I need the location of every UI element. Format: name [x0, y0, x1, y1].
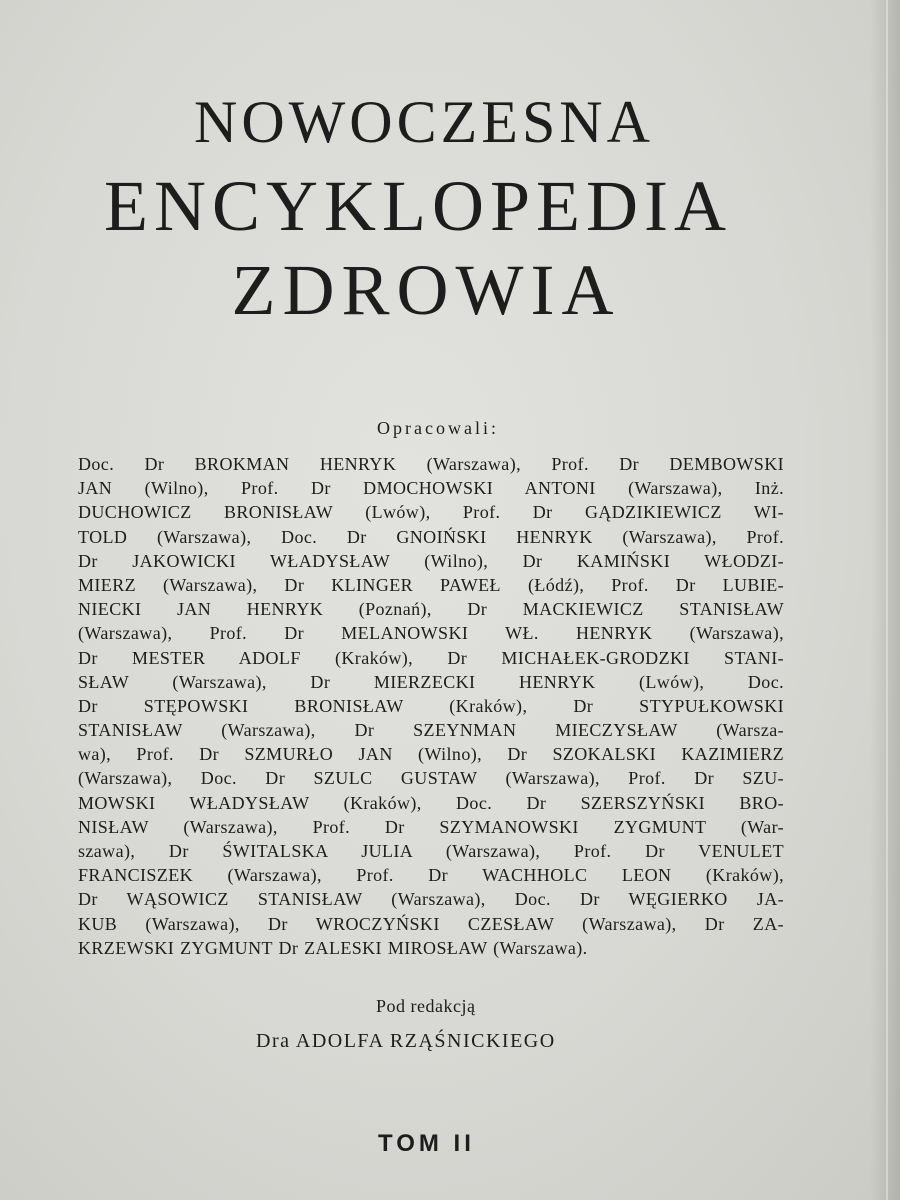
author-line: szawa), Dr ŚWITALSKA JULIA (Warszawa), Prof. Dr VENULET: [78, 841, 784, 861]
author-line: TOLD (Warszawa), Doc. Dr GNOIŃSKI HENRYK (Warszawa), Prof.: [78, 526, 784, 547]
author-line: JAN (Wilno), Prof. Dr DMOCHOWSKI ANTONI (Warszawa), Inż.: [78, 478, 784, 499]
author-line: DUCHOWICZ BRONISŁAW (Lwów), Prof. Dr GĄDZIKIEWICZ WI-: [78, 502, 784, 523]
author-line: Doc. Dr BROKMAN HENRYK (Warszawa), Prof. Dr DEMBOWSKI: [78, 454, 784, 474]
editorship-label: Pod redakcją: [376, 996, 476, 1016]
author-line: wa), Prof. Dr SZMURŁO JAN (Wilno), Dr SZOKALSKI KAZIMIERZ: [78, 744, 784, 765]
author-line: FRANCISZEK (Warszawa), Prof. Dr WACHHOLC LEON (Kraków),: [78, 865, 784, 886]
author-line: KUB (Warszawa), Dr WROCZYŃSKI CZESŁAW (Warszawa), Dr ZA-: [78, 913, 784, 934]
author-line: (Warszawa), Doc. Dr SZULC GUSTAW (Warszawa), Prof. Dr SZU-: [78, 768, 784, 789]
author-line: (Warszawa), Prof. Dr MELANOWSKI WŁ. HENRYK (Warszawa),: [78, 623, 784, 644]
authors-list: [78, 452, 784, 960]
editor-name: Dra ADOLFA RZĄŚNICKIEGO: [256, 1030, 556, 1052]
author-line-last: KRZEWSKI ZYGMUNT Dr ZALESKI MIROSŁAW (Warszawa).: [78, 937, 588, 958]
author-line: Dr JAKOWICKI WŁADYSŁAW (Wilno), Dr KAMIŃSKI WŁODZI-: [78, 550, 784, 571]
author-line: Dr WĄSOWICZ STANISŁAW (Warszawa), Doc. Dr WĘGIERKO JA-: [78, 889, 784, 910]
volume-label: TOM II: [378, 1130, 475, 1157]
author-line: STANISŁAW (Warszawa), Dr SZEYNMAN MIECZYSŁAW (Warsza-: [78, 720, 784, 741]
author-line: MOWSKI WŁADYSŁAW (Kraków), Doc. Dr SZERSZYŃSKI BRO-: [78, 792, 784, 813]
author-line: Dr STĘPOWSKI BRONISŁAW (Kraków), Dr STYPUŁKOWSKI: [78, 695, 784, 716]
page-edge-shadow: [870, 0, 900, 1200]
author-line: SŁAW (Warszawa), Dr MIERZECKI HENRYK (Lwów), Doc.: [78, 671, 784, 692]
title-line-3: ZDROWIA: [231, 250, 621, 330]
title-line-1: NOWOCZESNA: [194, 89, 654, 155]
page-crease: [886, 0, 888, 1200]
author-line: MIERZ (Warszawa), Dr KLINGER PAWEŁ (Łódź), Prof. Dr LUBIE-: [78, 574, 784, 595]
author-line: NISŁAW (Warszawa), Prof. Dr SZYMANOWSKI ZYGMUNT (War-: [78, 816, 784, 837]
author-line: NIECKI JAN HENRYK (Poznań), Dr MACKIEWICZ STANISŁAW: [78, 599, 784, 620]
title-line-2: ENCYKLOPEDIA: [104, 166, 732, 246]
authors-heading: Opracowali:: [377, 418, 499, 438]
author-line: Dr MESTER ADOLF (Kraków), Dr MICHAŁEK-GRODZKI STANI-: [78, 647, 784, 668]
